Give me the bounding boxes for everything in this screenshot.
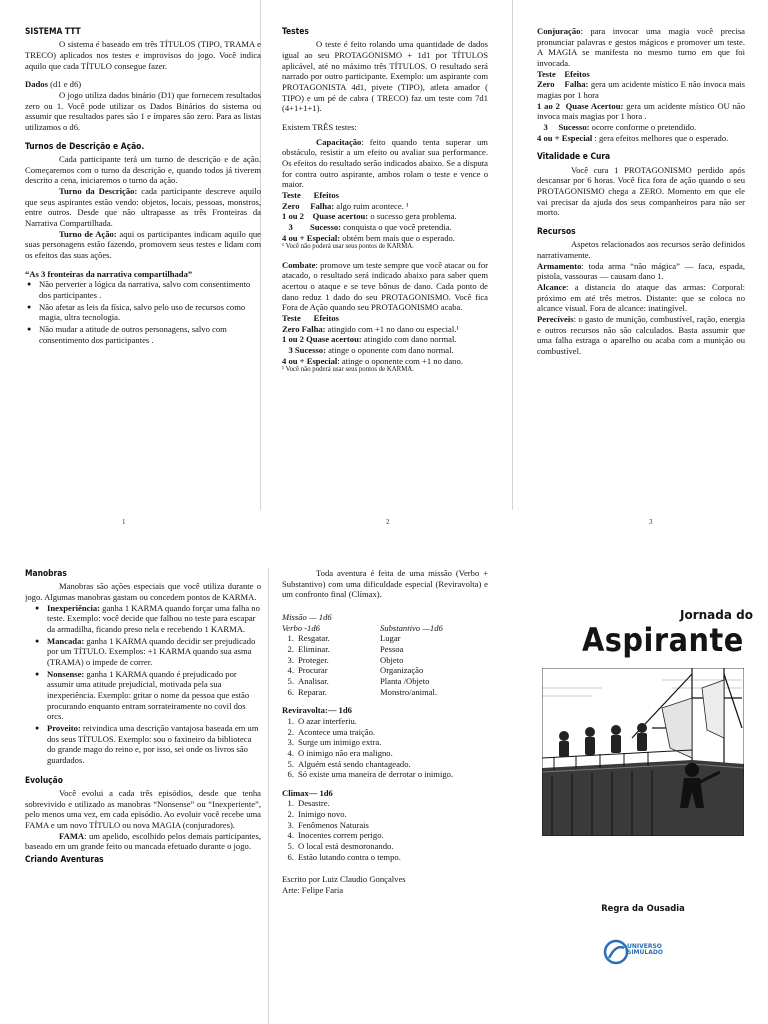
conjuracao-table-head: Teste Efeitos (537, 68, 590, 79)
verbo-list (282, 633, 380, 697)
author-credit: Escrito por Luiz Claudio Gonçalves (282, 874, 406, 885)
list-item: 3. Surge um inimigo extra. (287, 737, 382, 748)
climax-heading: Climax— 1d6 (282, 787, 333, 798)
ship-illustration (542, 668, 744, 836)
list-item: Planta /Objeto (380, 675, 430, 686)
turno-acao-paragraph: Turno de Ação: aqui os participantes indicam aquilo que suas personagens estão fazendo, promovem seus testes e lidam com os efeitos das suas ações. (25, 228, 261, 260)
alcance-paragraph: Alcance: a distancia do ataque das armas: Corporal: próximo em até três metros. Distante: que se coloca no alcance visual. Fora de alcance: inatingível. (537, 281, 745, 314)
turno-descricao-paragraph: Turno da Descrição: cada participante descreve aquilo que seus aspirantes estão vendo: objetos, locais, pessoas, monstros, entre outros. Desde que não ultrapasse as três Fronteiras da Narrativa Compartilhada. (25, 186, 261, 229)
dados-paragraph: O jogo utiliza dados binário (D1) que fornecem resultados zero ou 1. Você pode utilizar os Dados Binários do sistema ou assumir que resultados pares são 1 e ímpares são zero. Para as listas utilizamos o d6. (25, 90, 261, 133)
list-item: ● Não mudar a atitude de outros personagens, salvo com consentimento dos participantes . (39, 324, 261, 345)
cover-title-block (582, 608, 753, 661)
list-item: 6. Reparar. (287, 686, 327, 697)
table-row: 3 Sucesso: ocorre conforme o pretendido. (537, 121, 697, 132)
list-item: Objeto (380, 654, 404, 665)
reviravolta-list (282, 716, 488, 780)
table-row: 1 ou 2 Quase acertou: atingido com dano normal. (282, 334, 457, 345)
page-divider (512, 0, 513, 510)
table-row: Zero Falha: algo ruim acontece. ¹ (282, 200, 409, 211)
regra-da-ousadia-label: Regra da Ousadia (601, 903, 685, 913)
table-row: 1 ou 2 Quase acertou: o sucesso gera problema. (282, 211, 457, 222)
sistema-paragraph: O sistema é baseado em três TÍTULOS (TIPO, TRAMA e TRECO) aplicados nos testes e improvisos do jogo. Você indica aquilo que cada TÍTULO consegue fazer. (25, 39, 261, 71)
list-item: ● Não afetar as leis da física, salvo pelo uso de recursos como magia, ultra tecnologia. (39, 302, 261, 323)
cover-subtitle: Jornada do (680, 608, 753, 622)
list-item: Lugar (380, 633, 401, 644)
conjuracao-paragraph: Conjuração: para invocar uma magia você precisa pronunciar palavras e gestos mágicos e promover um teste. A MAGIA se manifesta no mesmo turno em que foi invocada. (537, 26, 745, 68)
sistema-heading: SISTEMA TTT (25, 26, 81, 36)
footnote: ¹ Você não poderá usar seus pontos de KARMA. (282, 366, 414, 374)
list-item: 1. Resgatar. (287, 633, 330, 644)
page-number: 2 (386, 518, 390, 526)
table-row: Zero Falha: gera um acidente místico E não invoca mais magias por 1 hora (537, 79, 745, 100)
capacitacao-paragraph: Capacitação: feito quando tenta superar um obstáculo, resistir a um efeito ou avaliar sua performance. Os efeitos do resultado serão indicados abaixo. Se a disputa for contra outro aspirante, ambos rolam o teste e vence o maior. (282, 136, 488, 190)
table-row: 1 ao 2 Quase Acertou: gera um acidente místico OU não invoca mais magias por 1 hora . (537, 100, 745, 122)
fronteiras-heading: “As 3 fronteiras da narrativa compartilhada” (25, 268, 193, 279)
manobras-list (25, 603, 261, 766)
manobras-heading: Manobras (25, 568, 67, 578)
table-row: 3 Sucesso: atinge o oponente com dano normal. (282, 344, 454, 355)
logo-text: UNIVERSO SIMULADO (627, 943, 663, 956)
list-item: 1. Desastre. (287, 798, 330, 809)
evolucao-paragraph: Você evolui a cada três episódios, desde que tenha sobrevivido e utilizado as manobras “Nonsense” ou “Inexperiente”, pelo menos uma vez, em cada episódio. Ao evoluir você recebe uma FAMA e um novo TÍTULO ou nova MAGIA (conjuradores). (25, 788, 261, 830)
list-item: 2. Inimigo novo. (287, 809, 347, 820)
list-item: 5. Analisar. (287, 675, 329, 686)
capacitacao-table-head: Teste Efeitos (282, 189, 339, 200)
list-item: Monstro/animal. (380, 686, 438, 697)
combate-table-head: Teste Efeitos (282, 312, 339, 323)
page-number: 1 (122, 518, 126, 526)
page-number: 3 (649, 518, 653, 526)
list-item: ● Mancada: ganha 1 KARMA quando decidir ser prejudicado por um TÍTULO. Exemplos: +1 KARMA quando sua asma (TRAMA) o impede de correr. (47, 636, 261, 668)
table-row: 3 Sucesso: conquista o que você pretendia. (282, 221, 452, 232)
table-row: 4 ou + Especial : gera efeitos melhores que o esperado. (537, 132, 729, 143)
page-4 (25, 568, 261, 1024)
testes-heading: Testes (282, 26, 309, 36)
criando-aventuras-heading: Criando Aventuras (25, 853, 104, 864)
list-item: 6. Só existe uma maneira de derrotar o inimigo. (287, 769, 454, 780)
vitalidade-paragraph: Você cura 1 PROTAGONISMO perdido após descansar por 6 horas. Você fica fora de ação quando o seu PROTAGONISMO chega a ZERO. Momento em que ele vai precisar da ajuda dos seus companheiros para não ser morto. (537, 164, 745, 218)
turnos-paragraph: Cada participante terá um turno de descrição e de ação. Começaremos com o turno da descrição e, quando todos já tiverem descrito a cena, iniciaremos o turno da ação. (25, 154, 261, 186)
list-item: 2. Acontece uma traição. (287, 726, 376, 737)
table-row: 4 ou + Especial: atinge o oponente com +1 no dano. (282, 355, 463, 366)
missao-table (282, 623, 488, 698)
table-row: Zero Falha: atingido com +1 no dano ou especial.¹ (282, 323, 459, 334)
testes-paragraph: O teste é feito rolando uma quantidade de dados igual ao seu PROTAGONISMO + 1d1 por TÍTULOS aplicável, até no máximo três TÍTULOS. O resultado será narrado por outro participante. Exemplo: um aspirante com PROTAGONISTA 4d1, pivete (TIPO), atleta amador ( TIPO) e um pé de cabra ( TRECO) faz um teste com 7d1 (4+1+1+1). (282, 39, 488, 114)
footnote: ¹ Você não poderá usar seus pontos de KARMA. (282, 243, 414, 251)
cover-title: Aspirante (582, 620, 744, 659)
list-item: 5. O local está desmoronando. (287, 841, 394, 852)
list-item: 6. Estão lutando contra o tempo. (287, 851, 401, 862)
reviravolta-heading: Reviravolta:— 1d6 (282, 705, 352, 716)
list-item: 4. Inocentes correm perigo. (287, 830, 384, 841)
pereciveis-paragraph: Perecíveis: o gasto de munição, combustível, ração, energia e outros recursos não são calculados. Basta assumir que uma falha estraga o aparelho ou acaba com a munição ou combustível. (537, 313, 745, 356)
page-2 (282, 26, 488, 516)
list-item: 3. Fenômenos Naturais (287, 819, 369, 830)
evolucao-heading: Evolução (25, 774, 63, 785)
recursos-paragraph: Aspetos relacionados aos recursos serão definidos narrativamente. (537, 239, 745, 260)
fama-paragraph: FAMA: um apelido, escolhido pelos demais participantes, baseado em um grande feito ou mancada efetuado durante o jogo. (25, 830, 261, 852)
manobras-paragraph: Manobras são ações especiais que você utiliza durante o jogo. Algumas manobras gastam ou concedem pontos de KARMA. (25, 581, 261, 603)
list-item: 4. Procurar (287, 665, 328, 676)
armamento-paragraph: Armamento: toda arma “não mágica” — faca, espada, pistola, vassouras — causam dano 1. (537, 260, 745, 282)
page-1 (25, 26, 261, 516)
list-item: 2. Eliminar. (287, 643, 330, 654)
list-item: ● Nonsense: ganha 1 KARMA quando é prejudicado por assumir uma atitude prejudicial, motivada pela sua inexperiência. Exemplo: gritar o nome da pessoa que estão procurando enquanto entram sorrateiramente no covil dos orcs. (47, 669, 261, 722)
list-item: 5. Alguém está sendo chantageado. (287, 758, 411, 769)
substantivo-label: Substantivo —1d6 (380, 622, 443, 633)
existem-text: Existem TRÊS testes: (282, 122, 357, 133)
list-item: Pessoa (380, 643, 404, 654)
list-item: ● Inexperiência: ganha 1 KARMA quando forçar uma falha no teste. Exemplo: você decide que falhou no teste para escapar da armadilha, ficando preso nela e recebendo 1 KARMA. (47, 603, 261, 635)
page-5 (282, 568, 488, 1024)
page-divider (268, 568, 269, 1024)
list-item: 3. Proteger. (287, 654, 329, 665)
list-item: 1. O azar interferiu. (287, 715, 357, 726)
vitalidade-heading: Vitalidade e Cura (537, 151, 611, 162)
list-item: ● Proveito: reivindica uma descrição vantajosa baseada em um dos seus TÍTULOS. Exemplo: sou o faxineiro da biblioteca do grande mago do reino e, por isso, sei onde os livros são guardados. (47, 723, 261, 766)
fronteiras-list (25, 279, 261, 345)
combate-paragraph: Combate: promove um teste sempre que você atacar ou for atacado, o resultado será indicado abaixo para saber quem acertou o ataque e se teve bônus de dano. Cada ponto de dano reduz 1 dado do seu PROTAGONISMO. Você fica Fora de Ação quando seu PROTAGONISMO acaba. (282, 259, 488, 313)
list-item: ● Não perverter a lógica da narrativa, salvo com consentimento dos participantes . (39, 279, 261, 300)
list-item: Organização (380, 665, 424, 676)
art-credit: Arte: Felipe Faria (282, 885, 344, 896)
recursos-heading: Recursos (537, 225, 576, 236)
table-row: 4 ou + Especial: obtém bem mais que o esperado. (282, 232, 455, 243)
list-item: 4. O inimigo não era maligno. (287, 747, 393, 758)
page-3 (537, 26, 745, 516)
missao-label: Missão — 1d6 (282, 611, 332, 622)
climax-list (282, 798, 488, 862)
intro-paragraph: Toda aventura é feita de uma missão (Verbo + Substantivo) com uma dificuldade especial (Reviravolta) e um confronto final (Clímax). (282, 568, 488, 600)
turnos-heading: Turnos de Descrição e Ação. (25, 140, 145, 151)
dados-heading: Dados (d1 e d6) (25, 79, 82, 90)
verbo-label: Verbo -1d6 (282, 622, 320, 633)
